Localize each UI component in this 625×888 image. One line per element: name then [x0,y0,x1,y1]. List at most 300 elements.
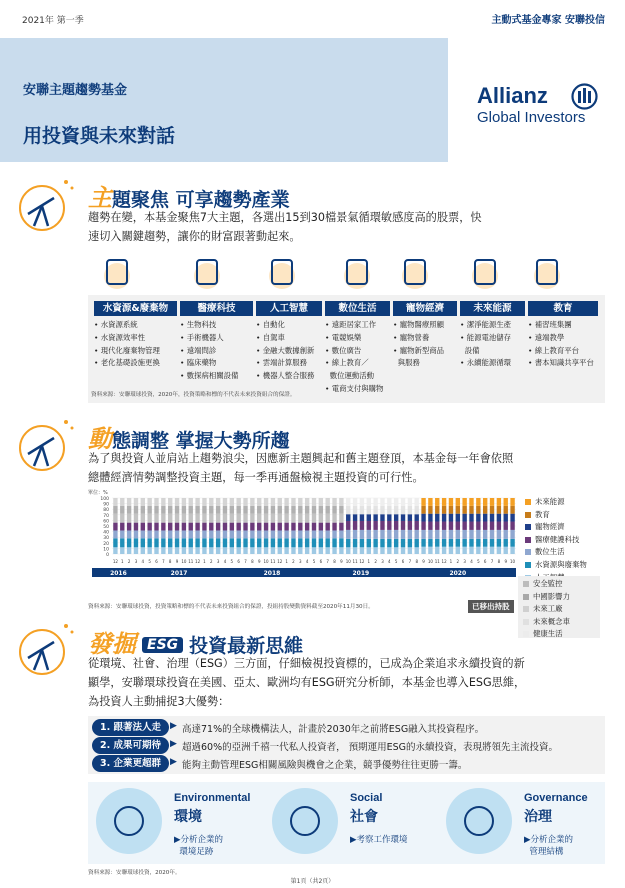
chart-bar-segment [134,498,138,506]
x-tick-label: 10 [181,559,187,564]
y-tick-label: 0 [106,553,109,558]
chart-bar-segment [312,514,316,523]
chart-bar-segment [182,498,186,506]
year-label: 2020 [449,570,467,577]
chart-bar-segment [216,538,220,547]
chart-bar-segment [401,539,405,547]
legend-item [525,521,615,534]
esg-card-title-en: Governance [524,792,588,804]
chart-bar-segment [353,498,357,506]
chart-bar-segment [202,523,206,531]
y-tick-label: 10 [103,547,109,553]
chart-bar-segment [462,530,466,539]
chart-bar-segment [291,514,295,523]
chart-bar-segment [442,547,446,554]
page-number: 第1頁（共2頁） [290,878,335,885]
y-tick-label: 70 [103,513,109,519]
chart-bar-segment [380,498,384,506]
chart-bar-segment [250,530,254,538]
esg-card-title-en: Environmental [174,792,251,804]
theme-heading: 人工智慧 [256,301,322,316]
x-tick-label: 6 [483,559,487,564]
chart-bar-segment [483,506,487,514]
chart-bar-segment [236,547,240,554]
chart-bar-segment [236,506,240,514]
chart-bar-segment [202,514,206,523]
theme-column [393,301,457,370]
chart-bar-segment [182,514,186,523]
chart-bar-segment [141,514,145,523]
chart-bar-segment [380,539,384,547]
chart-bar-segment [291,538,295,547]
x-tick-label: 3 [134,559,138,564]
chart-bar-segment [497,530,501,539]
legend-swatch [525,512,531,518]
legend-label: 數位生活 [535,547,565,557]
telescope-icon [14,176,76,232]
theme-column [180,301,253,383]
chart-bar-segment [462,498,466,506]
chart-bar-segment [360,521,364,530]
chart-bar-segment [168,514,172,523]
chart-bar-segment [113,506,117,514]
chart-bar-segment [189,547,193,554]
chart-bar-segment [305,538,309,547]
section2-paragraph: 為了與投資人並肩站上趨勢浪尖，因應新主題興起和舊主題登頂，本基金每一年會依照 總體經濟情勢調整投資主題，每一季再通盤檢視主題投資的可行性。 [88,452,514,484]
chart-bar-segment [230,547,234,554]
chart-bar-segment [497,522,501,530]
chart-bar-segment [483,498,487,506]
chart-bar-segment [394,498,398,506]
x-tick-label: 10 [510,559,516,564]
chart-bar-segment [442,514,446,522]
chart-bar-segment [394,539,398,547]
x-tick-label: 6 [237,559,240,564]
chart-bar-segment [490,522,494,530]
chart-bar-segment [476,522,480,530]
chart-bar-segment [449,522,453,530]
chart-bar-segment [127,498,131,506]
ai-chip-icon [260,248,304,292]
chart-bar-segment [278,530,282,538]
chart-bar-segment [449,547,453,554]
theme-item: • 現代化廢棄物管理 [94,345,160,355]
allianz-eagle-logo-icon [571,83,598,110]
x-tick-label: 7 [162,559,165,564]
chart-bar-segment [278,538,282,547]
chart-bar-segment [134,514,138,523]
chart-bar-segment [504,522,508,530]
chart-bar-segment [353,547,357,554]
x-tick-label: 11 [352,559,358,564]
chart-bar-segment [202,547,206,554]
chart-bar-segment [346,514,350,521]
chart-bar-segment [223,538,227,547]
chart-bar-segment [216,514,220,523]
chart-bar-segment [428,522,432,530]
chart-bar-segment [298,547,302,554]
legend-item [525,509,615,522]
chart-bar-segment [408,547,412,554]
chart-bar-segment [264,538,268,547]
chart-bar-segment [442,539,446,547]
chart-bar-segment [353,514,357,521]
chart-bar-segment [168,530,172,538]
legend-swatch [523,619,529,625]
x-tick-label: 7 [490,559,494,564]
chart-bar-segment [230,538,234,547]
theme-item: • 生物科技 [180,320,217,329]
x-tick-label: 12 [441,559,447,564]
chart-bar-segment [510,530,514,539]
legend-item [525,496,615,509]
x-tick-label: 9 [504,559,508,564]
theme-item: • 金融大數據創新 [256,345,315,355]
y-tick-label: 20 [103,541,109,547]
chart-bar-segment [236,538,240,547]
chart-bar-segment [284,523,288,531]
x-tick-label: 8 [168,559,172,564]
theme-item: 數位運動活動 [325,371,375,381]
chart-bar-segment [168,547,172,554]
chart-bar-segment [504,530,508,539]
chart-bar-segment [154,547,158,554]
chart-bar-segment [202,506,206,514]
chart-bar-segment [223,523,227,531]
removed-legend [523,578,603,641]
chart-bar-segment [332,514,336,523]
legend-item [525,559,615,572]
chart-bar-segment [175,547,179,554]
chart-bar-segment [435,522,439,530]
chart-bar-segment [298,530,302,538]
chart-bar-segment [476,539,480,547]
chart-bar-segment [147,498,151,506]
chart-bar-segment [147,538,151,547]
chart-bar-segment [147,523,151,531]
chart-bar-segment [278,498,282,506]
x-tick-label: 5 [230,559,234,564]
x-tick-label: 4 [305,559,309,564]
chart-bar-segment [209,523,213,531]
chart-bar-segment [216,530,220,538]
legend-label: 未來概念車 [533,616,570,626]
chart-bar-segment [209,514,213,523]
advantage-label: 1. 跟著法人走 [92,719,169,736]
x-tick-label: 8 [497,559,501,564]
x-tick-label: 6 [401,559,405,564]
removed-holdings-tag: 已移出持股 [468,600,514,613]
chart-bar-segment [216,498,220,506]
x-tick-label: 2 [456,559,460,564]
chart-bar-segment [346,539,350,547]
chart-bar-segment [319,538,323,547]
chart-bar-segment [387,539,391,547]
chart-bar-segment [510,547,514,554]
chart-bar-segment [284,498,288,506]
chart-bar-segment [380,530,384,539]
x-tick-label: 4 [223,559,227,564]
chart-bar-segment [113,538,117,547]
legend-label: 教育 [535,509,550,519]
chart-bar-segment [120,498,124,506]
chart-bar-segment [161,514,165,523]
chart-bar-segment [243,530,247,538]
theme-item: • 數探病相關設備 [180,371,239,381]
chart-bar-segment [147,514,151,523]
x-tick-label: 1 [120,559,124,564]
chart-bar-segment [435,530,439,539]
chart-bar-segment [271,514,275,523]
chart-bar-segment [312,506,316,514]
chart-bar-segment [264,530,268,538]
chart-bar-segment [346,498,350,506]
chart-bar-segment [271,523,275,531]
chart-bar-segment [462,506,466,514]
chart-bar-segment [154,538,158,547]
x-tick-label: 12 [195,559,201,564]
chart-bar-segment [305,514,309,523]
x-tick-label: 4 [470,559,473,564]
chart-bar-segment [387,530,391,539]
chart-bar-segment [367,521,371,530]
chart-bar-segment [435,506,439,514]
gear-icon [446,788,512,854]
theme-item: • 水資源系統 [94,320,138,329]
theme-heading: 寵物經濟 [393,301,457,316]
chart-bar-segment [456,522,460,530]
chart-bar-segment [312,530,316,538]
chart-bar-segment [319,547,323,554]
chart-bar-segment [250,514,254,523]
legend-swatch [525,537,531,543]
chart-bar-segment [490,506,494,514]
chart-bar-segment [298,514,302,523]
theme-allocation-chart [88,488,520,598]
chart-bar-segment [346,547,350,554]
chart-bar-segment [373,514,377,521]
chart-bar-segment [209,530,213,538]
x-tick-label: 1 [203,559,206,564]
chart-bar-segment [202,530,206,538]
legend-label: 未來工廠 [533,604,563,614]
chart-bar-segment [510,498,514,506]
year-label: 2019 [352,570,370,577]
chart-bar-segment [394,530,398,539]
chart-bar-segment [332,506,336,514]
chart-bar-segment [415,514,419,521]
chart-bar-segment [469,547,473,554]
chart-bar-segment [264,514,268,523]
heart-hands-icon [185,248,229,292]
x-tick-label: 1 [285,559,288,564]
x-tick-label: 8 [251,559,254,564]
chart-bar-segment [415,539,419,547]
chart-bar-segment [271,547,275,554]
chart-bar-segment [476,498,480,506]
theme-column [460,301,525,370]
chart-bar-segment [339,523,343,531]
theme-item: • 自駕車 [256,332,285,342]
chart-bar-segment [243,498,247,506]
x-tick-label: 10 [263,559,269,564]
chart-bar-segment [476,514,480,522]
chart-bar-segment [483,539,487,547]
chart-bar-segment [346,506,350,514]
chart-bar-segment [120,538,124,547]
theme-heading: 醫療科技 [180,301,253,316]
water-icon [95,248,139,292]
chart-bar-segment [195,547,199,554]
chart-bar-segment [394,506,398,514]
chart-bar-segment [257,514,261,523]
theme-item: • 自動化 [256,320,285,329]
y-tick-label: 90 [103,502,109,508]
chart-bar-segment [367,530,371,539]
chart-bar-segment [209,538,213,547]
chart-bar-segment [243,514,247,523]
chart-bar-segment [127,514,131,523]
theme-item: • 遠距居家工作 [325,320,377,329]
chart-bar-segment [189,538,193,547]
chart-bar-segment [394,514,398,521]
chart-bar-segment [428,506,432,514]
legend-item [525,546,615,559]
chart-bar-segment [141,538,145,547]
chart-bar-segment [326,547,330,554]
x-tick-label: 9 [422,559,425,564]
chart-bar-segment [326,498,330,506]
chart-bar-segment [250,547,254,554]
chart-bar-segment [284,506,288,514]
legend-label: 安全監控 [533,579,563,588]
people-icon [272,788,338,854]
chart-bar-segment [182,530,186,538]
section2-title: 動態調整 掌握大勢所趨 [88,425,290,453]
chart-bar-segment [305,547,309,554]
theme-item: • 潔淨能源生產 [460,320,512,329]
chart-bar-segment [380,514,384,521]
chart-bar-segment [456,530,460,539]
chart-bar-segment [490,514,494,522]
x-tick-label: 2 [374,559,377,564]
x-tick-label: 8 [415,559,418,564]
quarter-label: 2021年 第一季 [22,16,84,26]
chart-bar-segment [408,521,412,530]
chart-bar-segment [428,498,432,506]
chart-bar-segment [394,547,398,554]
top-bar [0,0,625,38]
chart-bar-segment [387,521,391,530]
chart-bar-segment [223,530,227,538]
chart-bar-segment [305,506,309,514]
chart-bar-segment [401,514,405,521]
chart-bar-segment [421,506,425,514]
chart-bar-segment [394,521,398,530]
chart-bar-segment [161,547,165,554]
x-tick-label: 2 [127,559,131,564]
legend-item [523,616,603,629]
chart-bar-segment [195,506,199,514]
chart-bar-segment [284,530,288,538]
theme-item: • 線上教育平台 [528,345,580,355]
legend-swatch [523,606,529,612]
chart-bar-segment [408,498,412,506]
chart-bar-segment [264,523,268,531]
chart-bar-segment [462,514,466,522]
esg-card-title-cn: 治理 [524,809,552,825]
chart-bar-segment [141,523,145,531]
chart-bar-segment [462,522,466,530]
esg-card-point: ▶分析企業的 環境足跡 [174,835,224,857]
chart-bar-segment [113,498,117,506]
legend-item [523,578,603,591]
chart-bar-segment [367,506,371,514]
chart-bar-segment [161,538,165,547]
section3-source: 資料來源：安聯環球投資，2020年。 [88,870,181,876]
y-tick-label: 50 [103,525,109,530]
x-tick-label: 5 [394,559,398,564]
chart-bar-segment [209,547,213,554]
chart-bar-segment [497,547,501,554]
chart-bar-segment [421,522,425,530]
advantage-text: 超過60%的亞洲千禧一代私人投資者， 預期運用ESG的永續投資，表現將領先主流投資。 [182,742,559,753]
telescope-icon [14,620,76,676]
theme-heading: 水資源&廢棄物 [94,301,177,316]
chart-bar-segment [504,547,508,554]
x-tick-label: 11 [270,559,276,564]
chart-bar-segment [305,530,309,538]
chart-bar-segment [469,539,473,547]
chart-bar-segment [332,530,336,538]
x-tick-label: 3 [216,559,220,564]
theme-item: • 線上教育／ [325,358,369,368]
chart-bar-segment [449,514,453,522]
x-tick-label: 1 [367,559,371,564]
chart-bar-segment [230,498,234,506]
chart-bar-segment [134,538,138,547]
chart-bar-segment [387,514,391,521]
theme-item: • 能源電池儲存 [460,332,512,342]
chart-bar-segment [456,539,460,547]
theme-icons-row [95,248,605,296]
chart-bar-segment [428,547,432,554]
x-tick-label: 4 [388,559,391,564]
chart-bar-segment [504,498,508,506]
chart-bar-segment [339,514,343,523]
theme-column [325,301,390,396]
chart-bar-segment [182,506,186,514]
chart-bar-segment [243,547,247,554]
chart-bar-segment [195,523,199,531]
chart-bar-segment [415,498,419,506]
chart-bar-segment [223,506,227,514]
theme-item: 與服務 [393,358,420,368]
header-banner [0,38,448,162]
chart-bar-segment [449,498,453,506]
chart-bar-segment [291,530,295,538]
chart-bar-segment [476,506,480,514]
chart-bar-segment [182,538,186,547]
legend-label: 寵物經濟 [535,522,565,532]
chart-bar-segment [243,538,247,547]
chart-bar-segment [373,498,377,506]
chart-bar-segment [182,523,186,531]
chart-bar-segment [360,547,364,554]
chart-bar-segment [353,539,357,547]
chart-bar-segment [373,539,377,547]
chart-bar-segment [456,547,460,554]
